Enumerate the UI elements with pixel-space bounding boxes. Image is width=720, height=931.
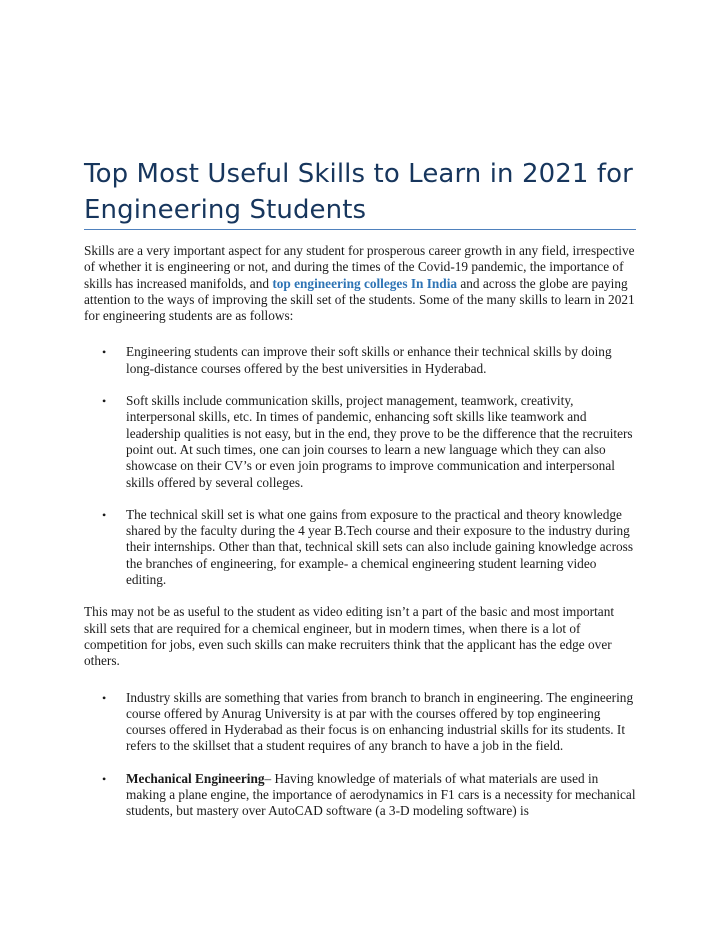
document-body	[84, 243, 636, 836]
bullet-icon: •	[102, 507, 107, 522]
intro-text-start: Skills are a very important aspect for any student for prosperous career growth in any field, irrespective of whether it is engineering or not, and during the times of the Covid-19 pandemic, the importance of skills has increased manifolds, and	[84, 243, 635, 291]
bullet-icon: •	[102, 394, 107, 409]
bullet-icon: •	[102, 771, 107, 786]
top-engineering-colleges-link[interactable]: top engineering colleges In India	[272, 275, 458, 291]
list-item	[84, 507, 636, 588]
list-item	[84, 771, 636, 820]
intro-paragraph	[84, 243, 636, 324]
page-title: Top Most Useful Skills to Learn in 2021 for Engineering Students	[84, 159, 633, 225]
skills-list-1	[84, 344, 636, 588]
list-item-text: Industry skills are something that varies from branch to branch in engineering. The engineering course offered by Anurag University is at par with the courses offered by top engineering courses offered in Hyderabad as their focus is on enhancing industrial skills for its students. It refers to the skillset that a student requires of any branch to have a job in the field.	[126, 689, 634, 754]
list-item-text: Engineering students can improve their soft skills or enhance their technical skills by doing long-distance courses offered by the best universities in Hyderabad.	[126, 344, 612, 376]
list-item-text: The technical skill set is what one gains from exposure to the practical and theory knowledge shared by the faculty during the 4 year B.Tech course and their exposure to the industry during their internships. Other than that, technical skill sets can also include gaining knowledge across the branches of engineering, for example- a chemical engineering student learning video editing.	[126, 506, 633, 588]
intro-text-end: and across the globe are paying attention to the ways of improving the skill set of the students. Some of the many skills to learn in 2021 for engineering students are as follows:	[84, 275, 635, 324]
list-item	[84, 344, 636, 377]
list-item	[84, 393, 636, 491]
mechanical-engineering-heading: Mechanical Engineering	[126, 770, 265, 786]
middle-paragraph: This may not be as useful to the student as video editing isn’t a part of the basic and most important skill sets that are required for a chemical engineer, but in modern times, when there is a lot of competition for jobs, even such skills can make recruiters think that the applicant has the edge over others.	[84, 604, 615, 669]
bullet-icon: •	[102, 690, 107, 705]
title-underline-divider	[84, 229, 636, 230]
skills-list-2	[84, 690, 636, 820]
list-item-text: – Having knowledge of materials of what materials are used in making a plane engine, the importance of aerodynamics in F1 cars is a necessity for mechanical students, but mastery over AutoCAD software (a 3-D modeling software) is	[126, 770, 636, 819]
bullet-icon: •	[102, 345, 107, 360]
list-item-text: Soft skills include communication skills, project management, teamwork, creativity, interpersonal skills, etc. In times of pandemic, enhancing soft skills like teamwork and leadership qualities is not easy, but in the end, they prove to be the difference that the recruiters point out. At such times, one can join courses to learn a new language which they can also showcase on their CV’s or even join programs to improve communication and interpersonal skills offered by several colleges.	[126, 393, 633, 490]
list-item	[84, 690, 636, 755]
